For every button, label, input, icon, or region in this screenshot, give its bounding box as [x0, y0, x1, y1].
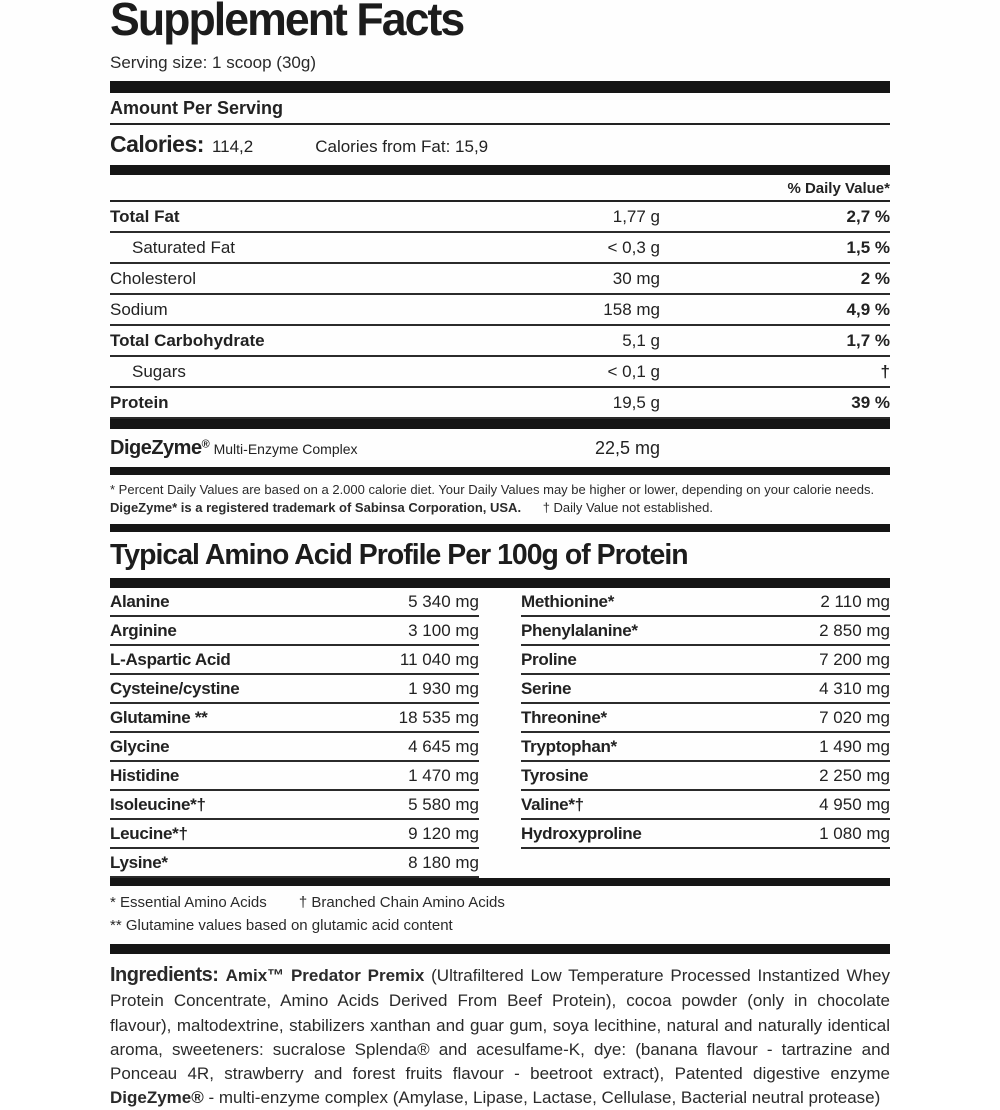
amino-name: Isoleucine*†	[110, 795, 206, 815]
amino-row	[521, 646, 890, 675]
essential-note: * Essential Amino Acids	[110, 894, 267, 912]
amino-row	[110, 762, 479, 791]
amino-name: Leucine*†	[110, 824, 188, 844]
nutrient-name: Total Carbohydrate	[110, 330, 265, 350]
bcaa-note: † Branched Chain Amino Acids	[298, 894, 505, 912]
ingredients-label: Ingredients:	[110, 964, 226, 987]
nutrient-row	[110, 326, 890, 357]
amino-name: Tyrosine	[521, 766, 589, 786]
digezyme-amount: 22,5 mg	[594, 437, 660, 458]
amino-name: Cysteine/cystine	[110, 679, 240, 699]
nutrient-name: Protein	[110, 392, 169, 412]
amino-name: Valine*†	[521, 795, 584, 815]
amino-row	[521, 675, 890, 704]
amino-name: Tryptophan*	[521, 737, 617, 757]
amino-name: Serine	[521, 679, 572, 699]
nutrient-daily-value: 2 %	[860, 268, 890, 288]
amino-value: 1 490 mg	[819, 737, 890, 757]
amino-row	[110, 820, 479, 849]
nutrient-name: Saturated Fat	[132, 237, 236, 257]
label-content	[110, 0, 890, 1110]
amino-name: Glycine	[110, 737, 170, 757]
amino-value: 5 340 mg	[408, 592, 479, 612]
amino-name: Alanine	[110, 592, 170, 612]
nutrient-daily-value: 39 %	[851, 392, 890, 412]
amino-row	[521, 617, 890, 646]
amino-name: Phenylalanine*	[521, 621, 638, 641]
separator-bar	[110, 878, 890, 886]
amino-row	[521, 820, 890, 849]
calories-value: 114,2	[211, 136, 254, 156]
ingredients-paragraph	[110, 954, 890, 1110]
nutrient-amount: 19,5 g	[612, 392, 660, 412]
amino-value: 7 200 mg	[819, 650, 890, 670]
nutrient-row	[110, 264, 890, 295]
nutrient-amount: < 0,1 g	[607, 361, 660, 381]
amino-acid-table	[110, 588, 890, 878]
separator-bar	[110, 578, 890, 588]
nutrient-name: Sodium	[110, 299, 168, 319]
amino-value: 7 020 mg	[819, 708, 890, 728]
nutrient-daily-value: 1,7 %	[846, 330, 890, 350]
digezyme-desc: Multi-Enzyme Complex	[209, 440, 358, 457]
amino-value: 11 040 mg	[399, 650, 479, 670]
amino-row	[521, 791, 890, 820]
amino-row	[110, 791, 479, 820]
amino-value: 8 180 mg	[408, 853, 479, 873]
nutrient-daily-value: 4,9 %	[846, 299, 890, 319]
footnote-line-1: * Percent Daily Values are based on a 2.000 calorie diet. Your Daily Values may be higher or lower, depending on your calorie needs.	[110, 481, 875, 497]
amino-row	[110, 588, 479, 617]
nutrient-amount: 5,1 g	[622, 330, 660, 350]
supplement-facts-title: Supplement Facts	[110, 0, 464, 45]
amino-value: 9 120 mg	[408, 824, 479, 844]
amino-value: 3 100 mg	[408, 621, 479, 641]
amino-value: 4 310 mg	[819, 679, 890, 699]
nutrient-name: Total Fat	[110, 206, 180, 226]
amino-value: 2 850 mg	[819, 621, 890, 641]
nutrient-name: Sugars	[132, 361, 186, 381]
amino-row	[521, 733, 890, 762]
amino-row	[521, 588, 890, 617]
amino-name: Proline	[521, 650, 577, 670]
nutrient-row	[110, 202, 890, 233]
amino-name: Arginine	[110, 621, 177, 641]
amino-row	[110, 646, 479, 675]
footnote-trademark: DigeZyme* is a registered trademark of Sabinsa Corporation, USA.	[110, 499, 522, 515]
separator-bar	[110, 165, 890, 175]
amino-name: Lysine*	[110, 853, 168, 873]
amino-column-left	[110, 588, 479, 878]
amino-value: 2 250 mg	[819, 766, 890, 786]
amino-value: 18 535 mg	[398, 708, 479, 728]
amino-note-2: ** Glutamine values based on glutamic acid content	[110, 916, 453, 934]
nutrient-row	[110, 233, 890, 264]
amount-per-serving-label: Amount Per Serving	[110, 93, 890, 125]
calories-row	[110, 125, 890, 165]
amino-column-right	[521, 588, 890, 878]
amino-row	[521, 762, 890, 791]
digezyme-row	[110, 429, 890, 467]
nutrient-name: Cholesterol	[110, 268, 196, 288]
amino-value: 1 470 mg	[408, 766, 479, 786]
separator-bar	[110, 524, 890, 532]
footnote-dagger-note: † Daily Value not established.	[542, 499, 713, 515]
amino-row	[110, 617, 479, 646]
nutrient-daily-value: †	[880, 361, 890, 381]
amino-value: 5 580 mg	[408, 795, 479, 815]
amino-value: 4 950 mg	[819, 795, 890, 815]
amino-row	[110, 675, 479, 704]
nutrient-row	[110, 388, 890, 419]
serving-size: Serving size: 1 scoop (30g)	[110, 52, 316, 72]
footnote-line-2	[110, 499, 890, 517]
nutrient-row	[110, 295, 890, 326]
calories-label: Calories:	[110, 130, 204, 157]
premix-name: Amix™ Predator Premix	[225, 966, 425, 986]
separator-bar	[110, 944, 890, 954]
separator-bar	[110, 81, 890, 93]
ingredients-text-1: (Ultrafiltered Low Temperature Processed Instantized Whey Protein Concentrate, Amino Acids Derived From Beef Protein), cocoa powder (only in chocolate flavour), maltodextrine, stabilizers xanthan and guar gum, soya lecithine, natural and naturally identical aroma, sweeteners: sucralose Splenda® and acesulfame-K, dye: (banana flavour - tartrazine and Ponceau 4R, strawberry and forest fruits flavour - beetroot extract), Patented digestive enzyme	[110, 966, 890, 1083]
nutrient-row	[110, 357, 890, 388]
amino-name: Threonine*	[521, 708, 607, 728]
amino-name: Histidine	[110, 766, 180, 786]
amino-value: 4 645 mg	[408, 737, 479, 757]
daily-value-header: % Daily Value*	[110, 175, 890, 202]
digezyme-brand: DigeZyme	[110, 436, 202, 459]
amino-row	[521, 704, 890, 733]
amino-row	[110, 849, 479, 878]
footnotes	[110, 475, 890, 524]
ingredients-text-2: - multi-enzyme complex (Amylase, Lipase, Lactase, Cellulase, Bacterial neutral protease)	[203, 1087, 881, 1107]
amino-name: L-Aspartic Acid	[110, 650, 231, 670]
separator-bar	[110, 419, 890, 429]
amino-acid-heading: Typical Amino Acid Profile Per 100g of Protein	[110, 539, 688, 572]
digezyme-name	[110, 437, 445, 460]
amino-notes	[110, 886, 890, 944]
amino-name: Methionine*	[521, 592, 615, 612]
amino-row	[110, 704, 479, 733]
nutrient-amount: 1,77 g	[612, 206, 660, 226]
registered-mark: ®	[201, 438, 210, 451]
amino-name: Hydroxyproline	[521, 824, 642, 844]
amino-value: 2 110 mg	[820, 592, 890, 612]
nutrient-amount: 30 mg	[612, 268, 660, 288]
amino-name: Glutamine **	[110, 708, 208, 728]
amino-row	[110, 733, 479, 762]
digezyme-mention: DigeZyme®	[110, 1087, 204, 1107]
amino-value: 1 080 mg	[819, 824, 890, 844]
nutrient-amount: < 0,3 g	[607, 237, 660, 257]
calories-from-fat: Calories from Fat: 15,9	[315, 136, 489, 156]
amino-note-1	[110, 892, 890, 915]
amino-value: 1 930 mg	[408, 679, 479, 699]
nutrient-daily-value: 2,7 %	[846, 206, 890, 226]
nutrient-daily-value: 1,5 %	[846, 237, 890, 257]
nutrient-amount: 158 mg	[603, 299, 660, 319]
separator-bar	[110, 467, 890, 475]
amino-column-gap	[479, 588, 521, 878]
